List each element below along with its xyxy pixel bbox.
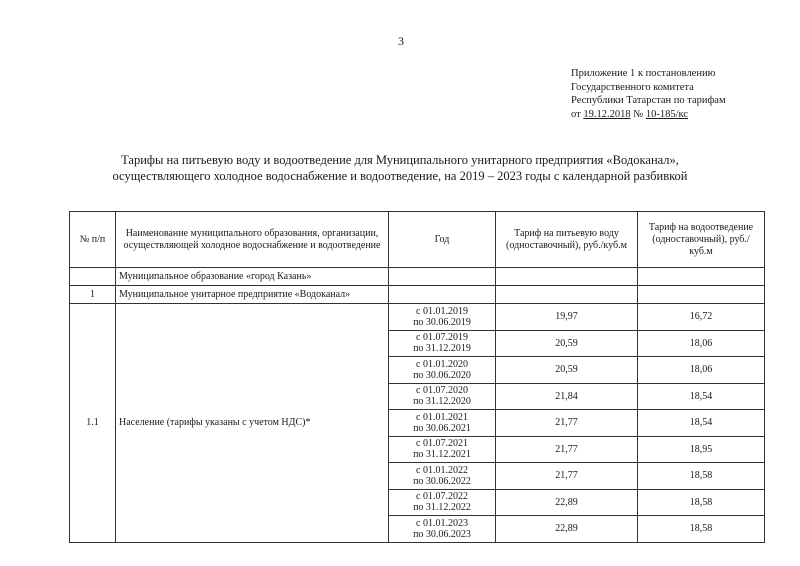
document-title bbox=[60, 152, 740, 184]
table-header-row bbox=[70, 212, 765, 268]
page-number: 3 bbox=[398, 34, 404, 48]
appendix-line-4 bbox=[571, 108, 726, 122]
sewer-tariff: 16,72 bbox=[638, 304, 765, 331]
header-tariff-water: Тариф на питьевую воду (одноставочный), руб./куб.м bbox=[496, 212, 638, 268]
period-cell bbox=[389, 383, 496, 410]
period-cell bbox=[389, 304, 496, 331]
period-cell bbox=[389, 436, 496, 463]
period-to: по 30.06.2021 bbox=[413, 422, 471, 434]
sewer-tariff: 18,58 bbox=[638, 489, 765, 516]
municipality-name: Муниципальное образование «город Казань» bbox=[116, 268, 389, 286]
period-to: по 31.12.2020 bbox=[413, 396, 471, 408]
appendix-block bbox=[571, 67, 726, 121]
municipality-num bbox=[70, 268, 116, 286]
sewer-tariff: 18,06 bbox=[638, 330, 765, 357]
sewer-tariff: 18,06 bbox=[638, 357, 765, 384]
period-from: с 01.01.2021 bbox=[416, 411, 468, 423]
header-num: № п/п bbox=[70, 212, 116, 268]
period-cell bbox=[389, 516, 496, 543]
sewer-tariff: 18,95 bbox=[638, 436, 765, 463]
title-line-2: осуществляющего холодное водоснабжение и водоотведение, на 2019 – 2023 годы с календарной разбивкой bbox=[112, 169, 688, 183]
appendix-line-2: Государственного комитета bbox=[571, 81, 694, 93]
group-name: Население (тарифы указаны с учетом НДС)* bbox=[116, 304, 389, 543]
appendix-line-1: Приложение 1 к постановлению bbox=[571, 68, 716, 79]
organization-row bbox=[70, 286, 765, 304]
sewer-tariff: 18,58 bbox=[638, 463, 765, 490]
water-tariff: 21,77 bbox=[496, 463, 638, 490]
period-to: по 30.06.2023 bbox=[413, 528, 471, 540]
appendix-number-prefix: № bbox=[630, 108, 646, 120]
period-from: с 01.01.2019 bbox=[416, 305, 468, 317]
appendix-date: 19.12.2018 bbox=[583, 108, 631, 120]
header-tariff-sewer: Тариф на водоотведение (одноставочный), руб./куб.м bbox=[638, 212, 765, 268]
header-name: Наименование муниципального образования, организации, осуществляющей холодное водоснабжение и водоотведение bbox=[116, 212, 389, 268]
water-tariff: 22,89 bbox=[496, 489, 638, 516]
water-tariff: 21,77 bbox=[496, 436, 638, 463]
title-line-1: Тарифы на питьевую воду и водоотведение для Муниципального унитарного предприятия «Водоканал», bbox=[121, 153, 679, 167]
period-cell bbox=[389, 489, 496, 516]
period-cell bbox=[389, 330, 496, 357]
header-year: Год bbox=[389, 212, 496, 268]
sewer-tariff: 18,54 bbox=[638, 383, 765, 410]
water-tariff: 21,84 bbox=[496, 383, 638, 410]
period-to: по 31.12.2021 bbox=[413, 449, 471, 461]
period-from: с 01.01.2020 bbox=[416, 358, 468, 370]
sewer-tariff: 18,54 bbox=[638, 410, 765, 437]
period-from: с 01.07.2021 bbox=[416, 438, 468, 450]
period-from: с 01.07.2020 bbox=[416, 385, 468, 397]
appendix-from-prefix: от bbox=[571, 108, 584, 120]
period-to: по 30.06.2020 bbox=[413, 369, 471, 381]
period-cell bbox=[389, 463, 496, 490]
municipality-row bbox=[70, 268, 765, 286]
period-to: по 31.12.2019 bbox=[413, 343, 471, 355]
group-num: 1.1 bbox=[70, 304, 116, 543]
organization-name: Муниципальное унитарное предприятие «Водоканал» bbox=[116, 286, 389, 304]
period-from: с 01.01.2023 bbox=[416, 517, 468, 529]
period-to: по 30.06.2019 bbox=[413, 316, 471, 328]
period-from: с 01.01.2022 bbox=[416, 464, 468, 476]
water-tariff: 19,97 bbox=[496, 304, 638, 331]
water-tariff: 20,59 bbox=[496, 330, 638, 357]
water-tariff: 22,89 bbox=[496, 516, 638, 543]
water-tariff: 20,59 bbox=[496, 357, 638, 384]
organization-num: 1 bbox=[70, 286, 116, 304]
sewer-tariff: 18,58 bbox=[638, 516, 765, 543]
period-from: с 01.07.2019 bbox=[416, 332, 468, 344]
period-from: с 01.07.2022 bbox=[416, 491, 468, 503]
water-tariff: 21,77 bbox=[496, 410, 638, 437]
appendix-line-3: Республики Татарстан по тарифам bbox=[571, 95, 726, 106]
table-row bbox=[70, 304, 765, 331]
period-to: по 30.06.2022 bbox=[413, 475, 471, 487]
tariff-table bbox=[69, 211, 765, 543]
period-to: по 31.12.2022 bbox=[413, 502, 471, 514]
period-cell bbox=[389, 357, 496, 384]
period-cell bbox=[389, 410, 496, 437]
appendix-number: 10-185/кс bbox=[645, 108, 689, 120]
